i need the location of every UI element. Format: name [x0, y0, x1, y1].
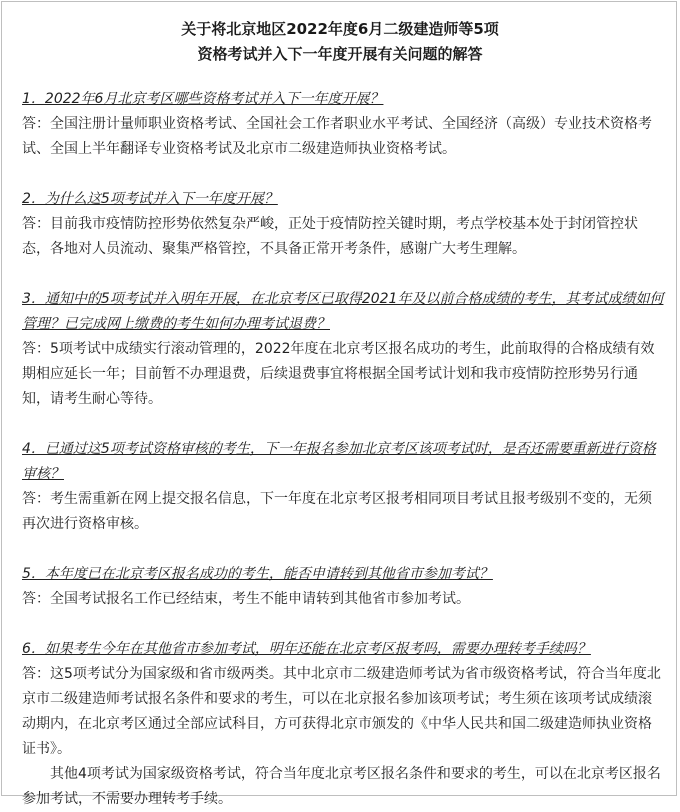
answer-2: 答：目前我市疫情防控形势依然复杂严峻，正处于疫情防控关键时期，考点学校基本处于封闭管控状态，各地对人员流动、聚集严格管控，不具备正常开考条件，感谢广大考生理解。 — [22, 216, 638, 257]
qa-item-2 — [22, 187, 664, 262]
answer-1: 答：全国注册计量师职业资格考试、全国社会工作者职业水平考试、全国经济（高级）专业技术资格考试、全国上半年翻译专业资格考试及北京市二级建造师执业资格考试。 — [22, 116, 652, 157]
question-4: 4．已通过这5项考试资格审核的考生，下一年报名参加北京考区该项考试时，是否还需要重新进行资格审核？ — [22, 441, 656, 482]
question-2: 2．为什么这5项考试并入下一年度开展？ — [22, 191, 278, 207]
qa-item-4 — [22, 437, 664, 537]
page-title-line-2: 资格考试并入下一年度开展有关问题的解答 — [197, 45, 483, 63]
qa-item-1 — [22, 87, 664, 162]
question-3: 3．通知中的5项考试并入明年开展，在北京考区已取得2021年及以前合格成绩的考生，其考试成绩如何管理？已完成网上缴费的考生如何办理考试退费？ — [22, 291, 664, 332]
question-5: 5．本年度已在北京考区报名成功的考生，能否申请转到其他省市参加考试？ — [22, 566, 493, 582]
qa-list — [22, 87, 664, 812]
question-6: 6．如果考生今年在其他省市参加考试，明年还能在北京考区报考吗，需要办理转考手续吗？ — [22, 641, 591, 657]
answer-5: 答：全国考试报名工作已经结束，考生不能申请转到其他省市参加考试。 — [22, 591, 470, 607]
qa-item-6 — [22, 637, 664, 812]
question-1: 1．2022年6月北京考区哪些资格考试并入下一年度开展？ — [22, 91, 384, 107]
answer-3: 答：5项考试中成绩实行滚动管理的，2022年度在北京考区报名成功的考生，此前取得的合格成绩有效期相应延长一年；目前暂不办理退费，后续退费事宜将根据全国考试计划和我市疫情防控形势另行通知，请考生耐心等待。 — [22, 341, 655, 407]
qa-item-3 — [22, 287, 664, 412]
answer-6: 答：这5项考试分为国家级和省市级两类。其中北京市二级建造师考试为省市级资格考试，符合当年度北京市二级建造师考试报名条件和要求的考生，可以在北京报名参加该项考试；考生须在该项考试成绩滚动期内，在北京考区通过全部应试科目，方可获得北京市颁发的《中华人民共和国二级建造师执业资格证书》。 — [22, 666, 661, 757]
page-title-line-1: 关于将北京地区2022年度6月二级建造师等5项 — [181, 20, 499, 38]
answer-6-continued: 其他4项考试为国家级资格考试，符合当年度北京考区报名条件和要求的考生，可以在北京考区报名参加考试，不需要办理转考手续。 — [22, 766, 661, 807]
qa-item-5 — [22, 562, 664, 612]
answer-4: 答：考生需重新在网上提交报名信息，下一年度在北京考区报考相同项目考试且报考级别不变的，无须再次进行资格审核。 — [22, 491, 652, 532]
